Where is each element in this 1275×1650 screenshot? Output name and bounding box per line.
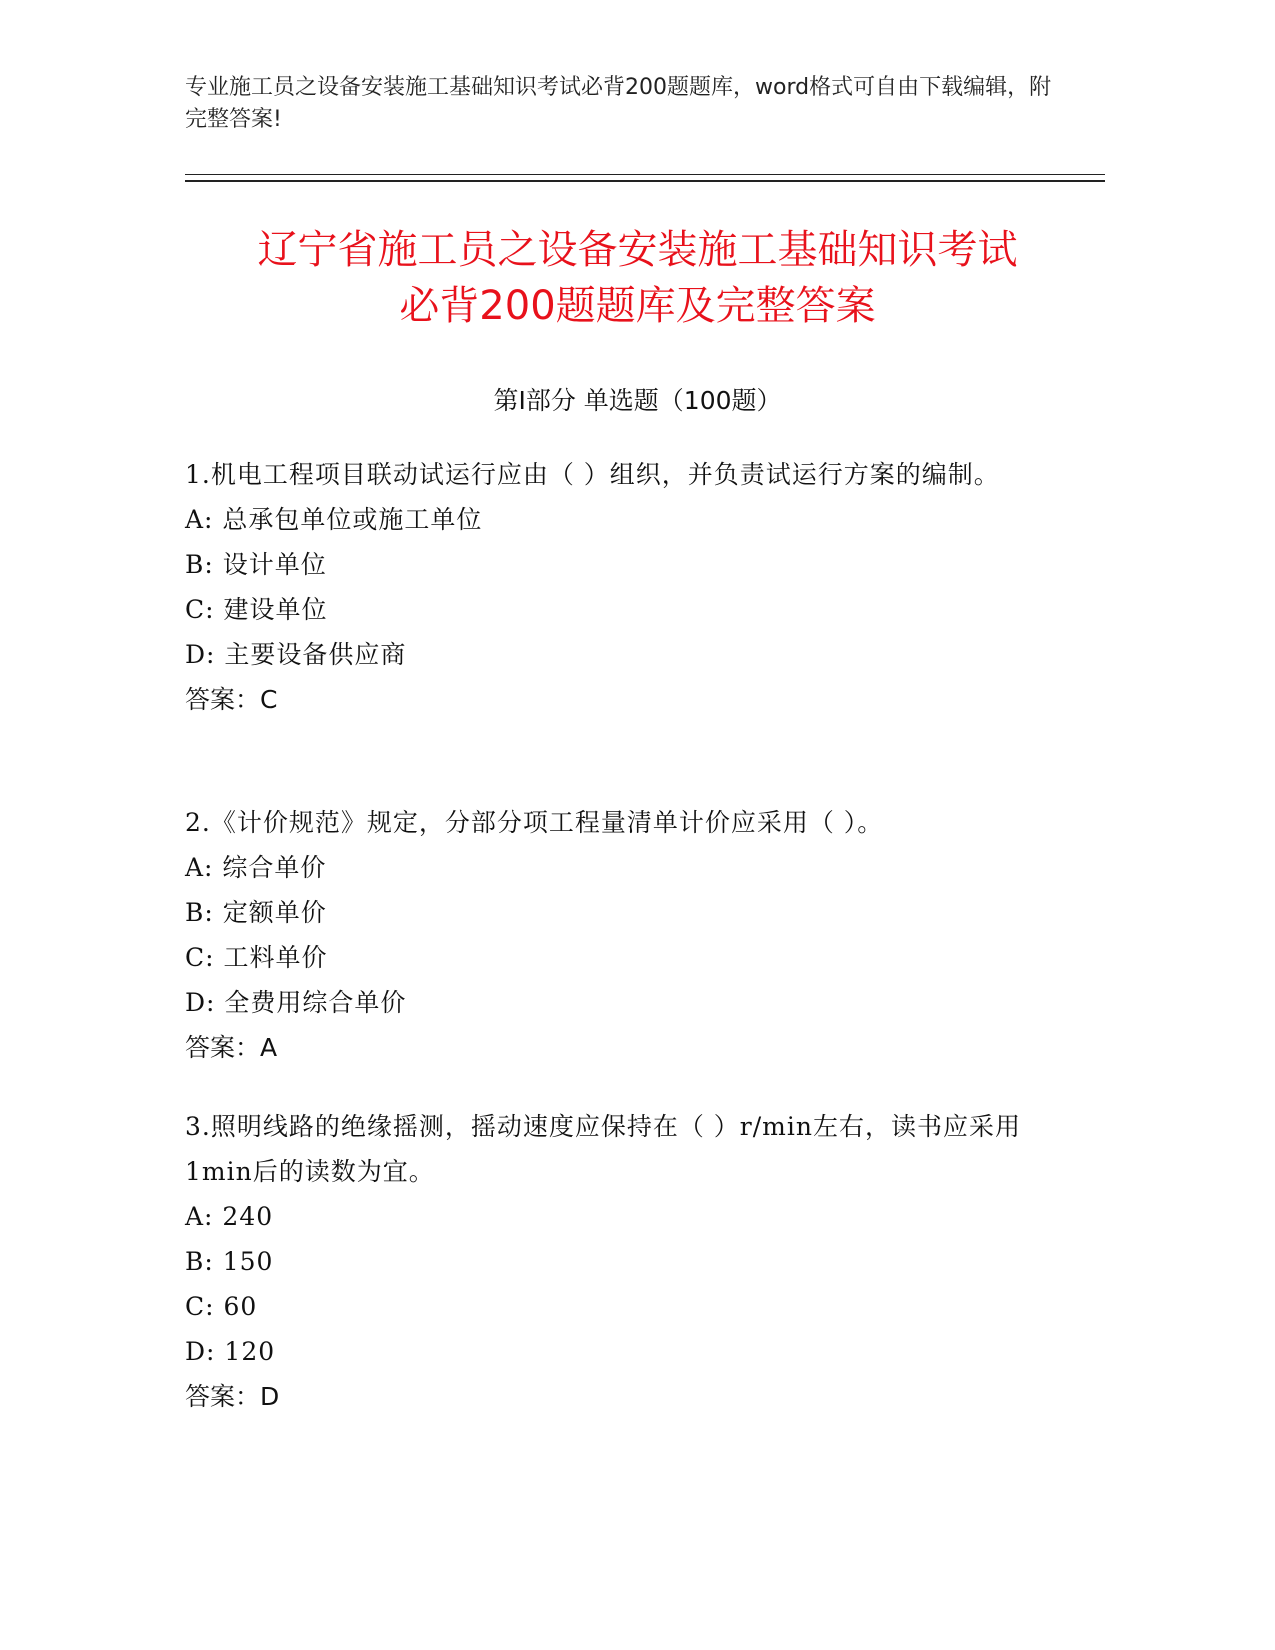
- question-text: 2.《计价规范》规定，分部分项工程量清单计价应采用（ ）。: [185, 808, 884, 837]
- option-c: C: 工料单价: [185, 943, 328, 972]
- option-a: A: 240: [185, 1202, 274, 1231]
- question-3: [185, 1104, 1065, 1419]
- answer: 答案：C: [185, 685, 278, 714]
- question-text: 3.照明线路的绝缘摇测，摇动速度应保持在（ ）r/min左右，读书应采用1min后的读数为宜。: [185, 1112, 1021, 1186]
- answer: 答案：D: [185, 1382, 280, 1411]
- option-c: C: 60: [185, 1292, 258, 1321]
- option-b: B: 定额单价: [185, 898, 327, 927]
- option-a: A: 总承包单位或施工单位: [185, 505, 483, 534]
- header-divider-thick: [185, 180, 1105, 182]
- answer: 答案：A: [185, 1033, 278, 1062]
- document-title: [140, 222, 1135, 334]
- title-line-2: 必背200题题库及完整答案: [399, 283, 876, 329]
- header-note: 专业施工员之设备安装施工基础知识考试必背200题题库，word格式可自由下载编辑，附完整答案!: [185, 75, 1052, 132]
- section-heading: 第I部分 单选题（100题）: [493, 386, 782, 415]
- option-d: D: 120: [185, 1337, 276, 1366]
- option-d: D: 全费用综合单价: [185, 988, 407, 1017]
- header-divider-thin: [185, 174, 1105, 175]
- title-line-1: 辽宁省施工员之设备安装施工基础知识考试: [257, 227, 1018, 273]
- option-a: A: 综合单价: [185, 853, 327, 882]
- option-d: D: 主要设备供应商: [185, 640, 407, 669]
- option-b: B: 设计单位: [185, 550, 327, 579]
- option-c: C: 建设单位: [185, 595, 328, 624]
- question-2: [185, 800, 1065, 1070]
- question-1: [185, 452, 1065, 722]
- question-text: 1.机电工程项目联动试运行应由（ ）组织，并负责试运行方案的编制。: [185, 460, 1000, 489]
- option-b: B: 150: [185, 1247, 274, 1276]
